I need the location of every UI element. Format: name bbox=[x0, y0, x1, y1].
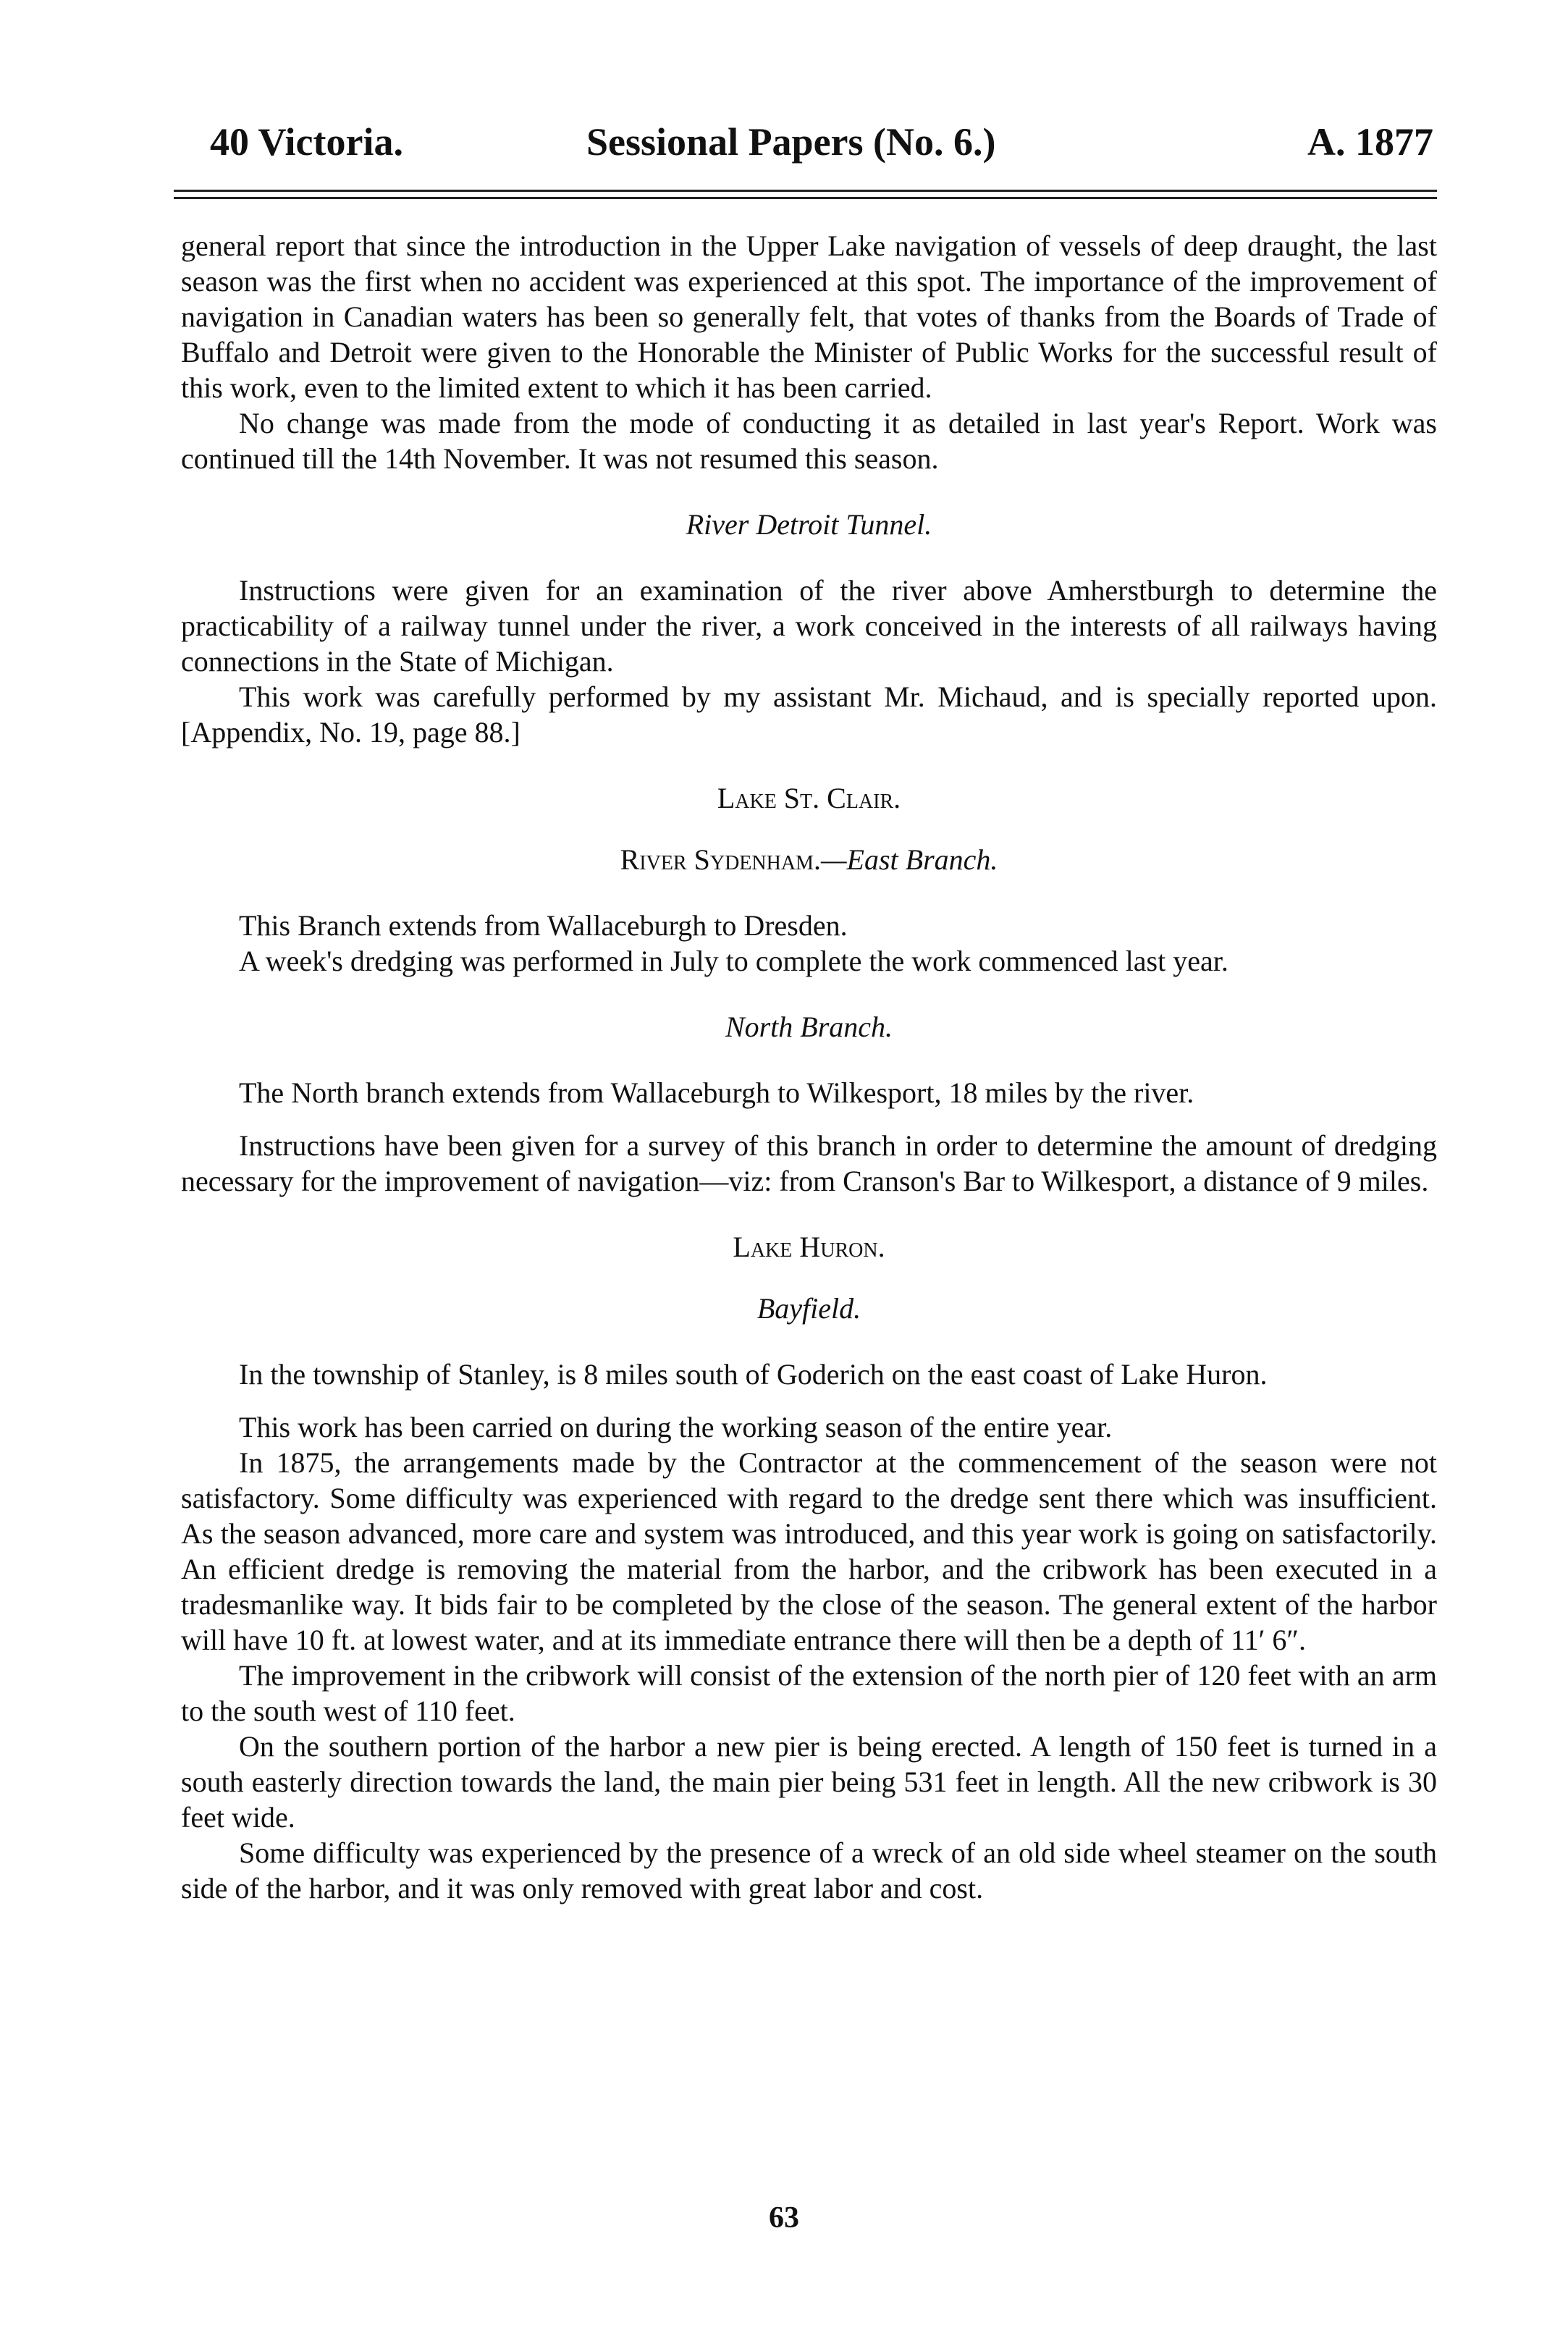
paragraph: Some difficulty was experienced by the presence of a wreck of an old side wheel steamer on the south side of the harbor, and it was only removed with great labor and cost. bbox=[181, 1836, 1437, 1905]
paragraph: This Branch extends from Wallaceburgh to Dresden. bbox=[239, 909, 848, 942]
header-year: A. 1877 bbox=[1307, 120, 1433, 164]
header-rule-bottom bbox=[174, 197, 1437, 199]
paragraph: Instructions were given for an examination of the river above Amherstburgh to determine the practicability of a railway tunnel under the river, a work conceived in the interests of all railways having connections in the State of Michigan. bbox=[181, 574, 1437, 678]
document-body bbox=[181, 228, 1437, 1906]
page-number: 63 bbox=[769, 2201, 799, 2235]
paragraph: A week's dredging was performed in July to complete the work commenced last year. bbox=[239, 945, 1228, 977]
paragraph: On the southern portion of the harbor a new pier is being erected. A length of 150 feet is turned in a south easterly direction towards the land, the main pier being 531 feet in length. All the new cribwork is 30 feet wide. bbox=[181, 1730, 1437, 1834]
paragraph: Instructions have been given for a survey of this branch in order to determine the amount of dredging necessary for the improvement of navigation—viz: from Cranson's Bar to Wilkesport, a distance of 9 miles. bbox=[181, 1129, 1437, 1197]
section-heading-north-branch: North Branch. bbox=[725, 1011, 893, 1043]
heading-main: River Sydenham. bbox=[620, 843, 821, 876]
paragraph: This work was carefully performed by my assistant Mr. Michaud, and is specially reported upon. [Appendix, No. 19, page 88.] bbox=[181, 680, 1437, 748]
section-heading-river-sydenham bbox=[181, 842, 1437, 877]
header-title: Sessional Papers (No. 6.) bbox=[586, 120, 996, 164]
section-heading-lake-huron: Lake Huron. bbox=[733, 1231, 885, 1263]
heading-sub: —East Branch. bbox=[820, 843, 998, 876]
paragraph: In 1875, the arrangements made by the Contractor at the commencement of the season were not satisfactory. Some difficulty was experienced with regard to the dredge sent there which was insufficient. As the season advanced, more care and system was introduced, and this year work is going on satisfactorily. An efficient dredge is removing the material from the harbor, and the cribwork has been executed in a tradesmanlike way. It bids fair to be completed by the close of the season. The general extent of the harbor will have 10 ft. at lowest water, and at its immediate entrance there will then be a depth of 11′ 6″. bbox=[181, 1446, 1437, 1656]
paragraph: The North branch extends from Wallaceburgh to Wilkesport, 18 miles by the river. bbox=[239, 1076, 1194, 1109]
section-heading-lake-st-clair: Lake St. Clair. bbox=[717, 782, 901, 814]
paragraph: This work has been carried on during the working season of the entire year. bbox=[239, 1411, 1113, 1443]
header-volume: 40 Victoria. bbox=[210, 120, 403, 164]
running-header bbox=[210, 119, 1433, 170]
paragraph: No change was made from the mode of conducting it as detailed in last year's Report. Work was continued till the 14th November. It was not resumed this season. bbox=[181, 407, 1437, 475]
section-heading-bayfield: Bayfield. bbox=[756, 1292, 861, 1325]
header-rule-top bbox=[174, 190, 1437, 192]
paragraph: general report that since the introduction in the Upper Lake navigation of vessels of deep draught, the last season was the first when no accident was experienced at this spot. The importance of the improvement of navigation in Canadian waters has been so generally felt, that votes of thanks from the Boards of Trade of Buffalo and Detroit were given to the Honorable the Minister of Public Works for the successful result of this work, even to the limited extent to which it has been carried. bbox=[181, 229, 1437, 404]
section-heading-river-detroit: River Detroit Tunnel. bbox=[686, 508, 932, 541]
paragraph: The improvement in the cribwork will consist of the extension of the north pier of 120 feet with an arm to the south west of 110 feet. bbox=[181, 1659, 1437, 1727]
paragraph: In the township of Stanley, is 8 miles south of Goderich on the east coast of Lake Huron. bbox=[239, 1358, 1268, 1391]
